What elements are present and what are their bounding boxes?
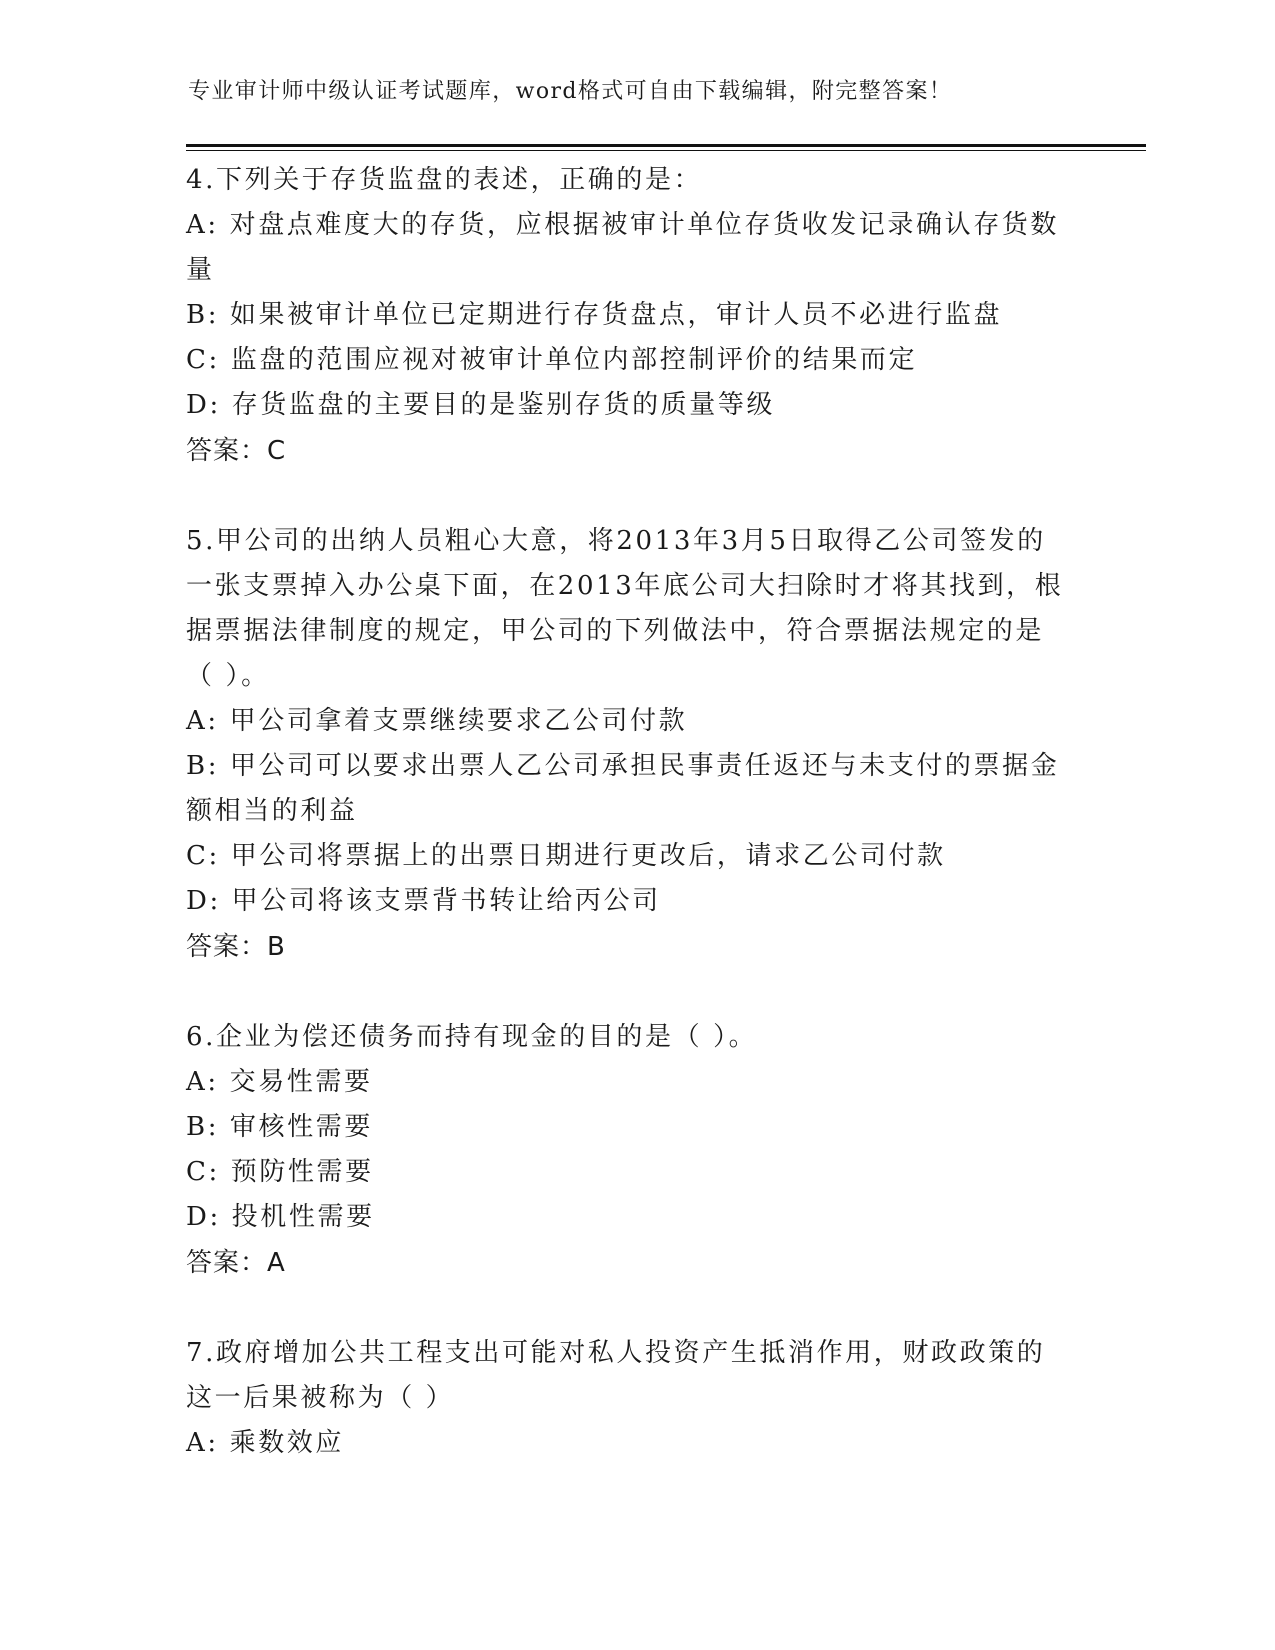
option-a: A: 对盘点难度大的存货，应根据被审计单位存货收发记录确认存货数 [186,210,1060,240]
question-stem: 4.下列关于存货监盘的表述，正确的是： [186,165,703,195]
option-d: D: 投机性需要 [186,1202,375,1232]
option-c: C: 预防性需要 [186,1157,374,1187]
option-b: B: 审核性需要 [186,1112,373,1142]
page-header: 专业审计师中级认证考试题库，word格式可自由下载编辑，附完整答案！ [188,79,953,104]
question-5 [186,519,1086,970]
question-stem: 6.企业为偿还债务而持有现金的目的是（ ）。 [186,1022,758,1052]
question-stem: 5.甲公司的出纳人员粗心大意，将2013年3月5日取得乙公司签发的 [186,526,1046,556]
option-a: A: 乘数效应 [186,1428,345,1458]
option-d: D: 甲公司将该支票背书转让给丙公司 [186,886,661,916]
question-list [186,158,1086,1511]
question-stem-continued: 这一后果被称为（ ） [186,1383,455,1413]
answer: 答案：B [186,932,286,962]
option-b: B: 如果被审计单位已定期进行存货盘点，审计人员不必进行监盘 [186,300,1003,330]
option-b: B: 甲公司可以要求出票人乙公司承担民事责任返还与未支付的票据金 [186,751,1060,781]
answer: 答案：A [186,1248,286,1278]
option-b-continued: 额相当的利益 [186,796,358,826]
question-stem: 7.政府增加公共工程支出可能对私人投资产生抵消作用，财政政策的 [186,1338,1046,1368]
answer: 答案：C [186,436,287,466]
question-stem-continued: （ ）。 [186,661,270,691]
header-rule-thin [186,150,1146,151]
header-rule-thick [186,144,1146,147]
option-d: D: 存货监盘的主要目的是鉴别存货的质量等级 [186,390,776,420]
question-6 [186,1015,1086,1286]
question-4 [186,158,1086,474]
question-stem-continued: 据票据法律制度的规定，甲公司的下列做法中，符合票据法规定的是 [186,616,1045,646]
option-c: C: 监盘的范围应视对被审计单位内部控制评价的结果而定 [186,345,918,375]
question-7 [186,1331,1086,1466]
question-stem-continued: 一张支票掉入办公桌下面，在2013年底公司大扫除时才将其找到，根 [186,571,1064,601]
option-a: A: 交易性需要 [186,1067,373,1097]
option-c: C: 甲公司将票据上的出票日期进行更改后，请求乙公司付款 [186,841,946,871]
option-a: A: 甲公司拿着支票继续要求乙公司付款 [186,706,688,736]
option-a-continued: 量 [186,255,215,285]
